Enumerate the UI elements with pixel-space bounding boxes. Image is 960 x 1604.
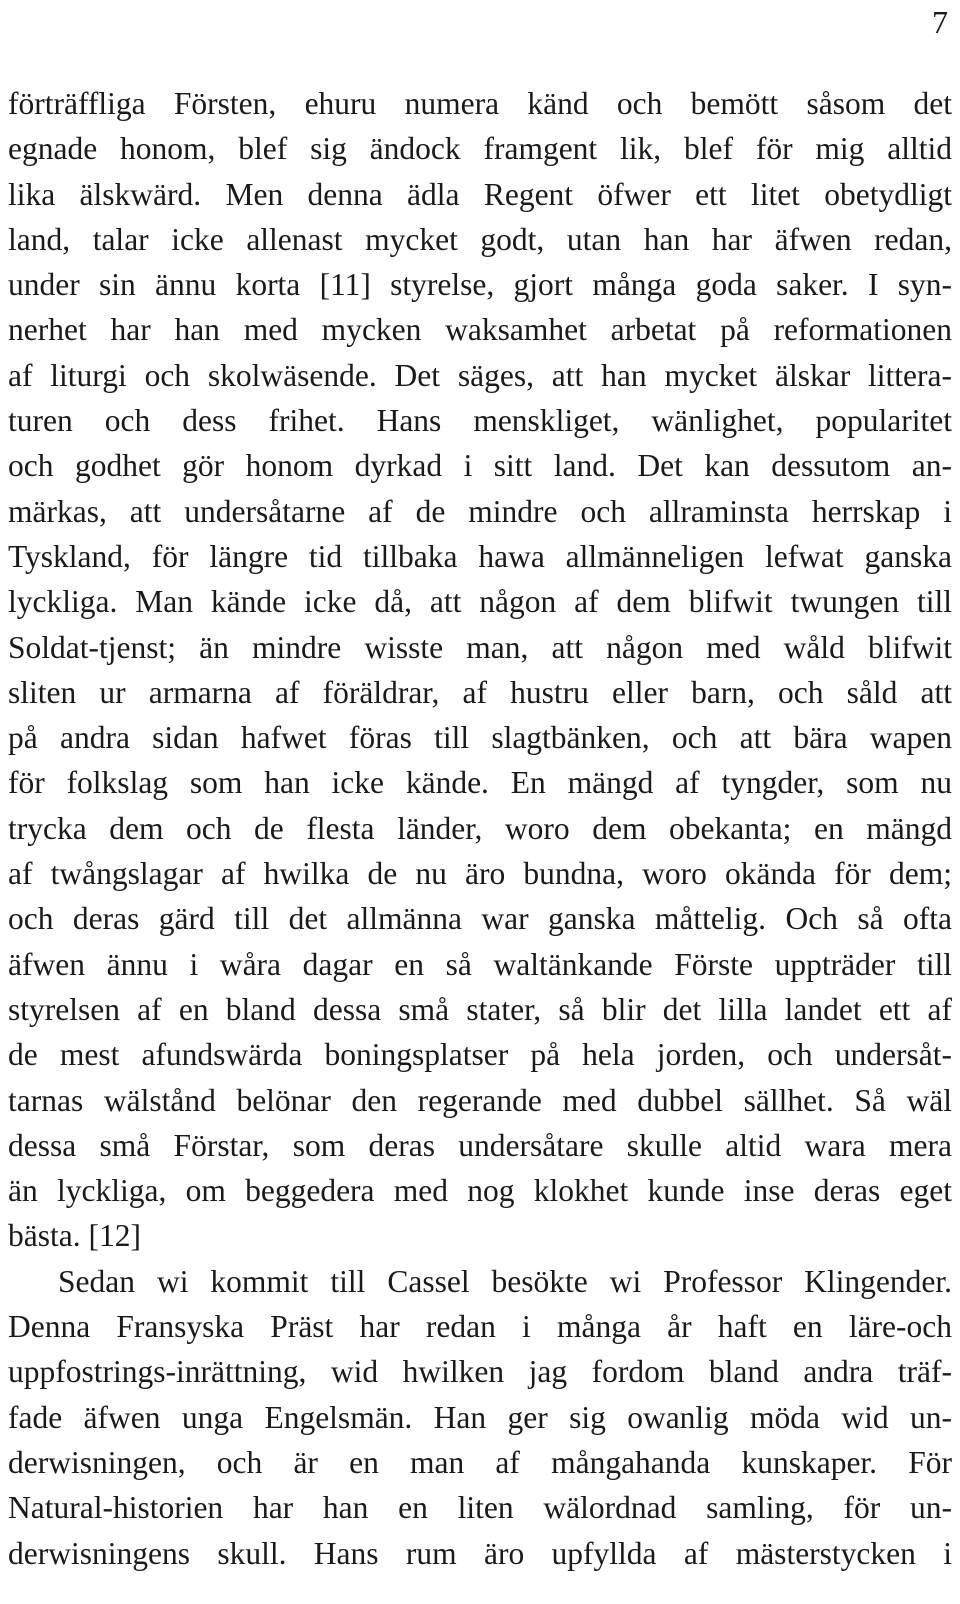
text-line: egnade honom, blef sig ändock framgent lik, blef för mig alltid [8, 131, 952, 167]
text-line: bästa. [12] [8, 1218, 141, 1254]
text-line: än lyckliga, om beggedera med nog klokhet kunde inse deras eget [8, 1173, 952, 1209]
text-line: land, talar icke allenast mycket godt, utan han har äfwen redan, [8, 221, 952, 257]
text-line: lyckliga. Man kände icke då, att någon af dem blifwit twungen till [8, 584, 952, 620]
text-line: fade äfwen unga Engelsmän. Han ger sig owanlig möda wid un- [8, 1399, 952, 1435]
text-line: af liturgi och skolwäsende. Det säges, att han mycket älskar littera- [8, 357, 952, 393]
text-line: trycka dem och de flesta länder, woro dem obekanta; en mängd [8, 810, 952, 846]
text-line: Tyskland, för längre tid tillbaka hawa allmänneligen lefwat ganska [8, 538, 952, 574]
text-line: på andra sidan hafwet föras till slagtbänken, och att bära wapen [8, 720, 952, 756]
text-line: äfwen ännu i wåra dagar en så waltänkande Förste uppträder till [8, 946, 952, 982]
text-line: derwisningens skull. Hans rum äro upfyllda af mästerstycken i [8, 1535, 952, 1571]
text-line: Denna Fransyska Präst har redan i många år haft en läre-och [8, 1309, 952, 1345]
paragraph-start-line: Sedan wi kommit till Cassel besökte wi Professor Klingender. [58, 1263, 952, 1299]
text-line: Soldat-tjenst; än mindre wisste man, att någon med wåld blifwit [8, 629, 952, 665]
page-number: 7 [932, 4, 948, 40]
text-line: förträffliga Försten, ehuru numera känd och bemött såsom det [8, 86, 952, 121]
text-line: uppfostrings-inrättning, wid hwilken jag fordom bland andra träf- [8, 1354, 952, 1390]
body-text [8, 81, 952, 1576]
text-line: och godhet gör honom dyrkad i sitt land. Det kan dessutom an- [8, 448, 952, 484]
text-line: turen och dess frihet. Hans menskliget, wänlighet, popularitet [8, 403, 952, 439]
text-line: dessa små Förstar, som deras undersåtare skulle altid wara mera [8, 1127, 952, 1163]
text-line: Natural-historien har han en liten wälordnad samling, för un- [8, 1490, 952, 1526]
text-line: märkas, att undersåtarne af de mindre och allraminsta herrskap i [8, 493, 952, 529]
text-line: tarnas wälstånd belönar den regerande med dubbel sällhet. Så wäl [8, 1082, 952, 1118]
text-line: och deras gärd till det allmänna war ganska måttelig. Och så ofta [8, 901, 952, 937]
text-line: lika älskwärd. Men denna ädla Regent öfwer ett litet obetydligt [8, 176, 952, 212]
text-line: de mest afundswärda boningsplatser på hela jorden, och undersåt- [8, 1037, 952, 1073]
text-line: nerhet har han med mycken waksamhet arbetat på reformationen [8, 312, 952, 348]
text-line: sliten ur armarna af föräldrar, af hustru eller barn, och såld att [8, 674, 952, 710]
text-line: derwisningen, och är en man af mångahanda kunskaper. För [8, 1444, 952, 1480]
text-line: för folkslag som han icke kände. En mängd af tyngder, som nu [8, 765, 952, 801]
text-line: af twångslagar af hwilka de nu äro bundna, woro okända för dem; [8, 856, 952, 892]
text-line: under sin ännu korta [11] styrelse, gjort många goda saker. I syn- [8, 267, 952, 303]
text-line: styrelsen af en bland dessa små stater, så blir det lilla landet ett af [8, 991, 952, 1027]
